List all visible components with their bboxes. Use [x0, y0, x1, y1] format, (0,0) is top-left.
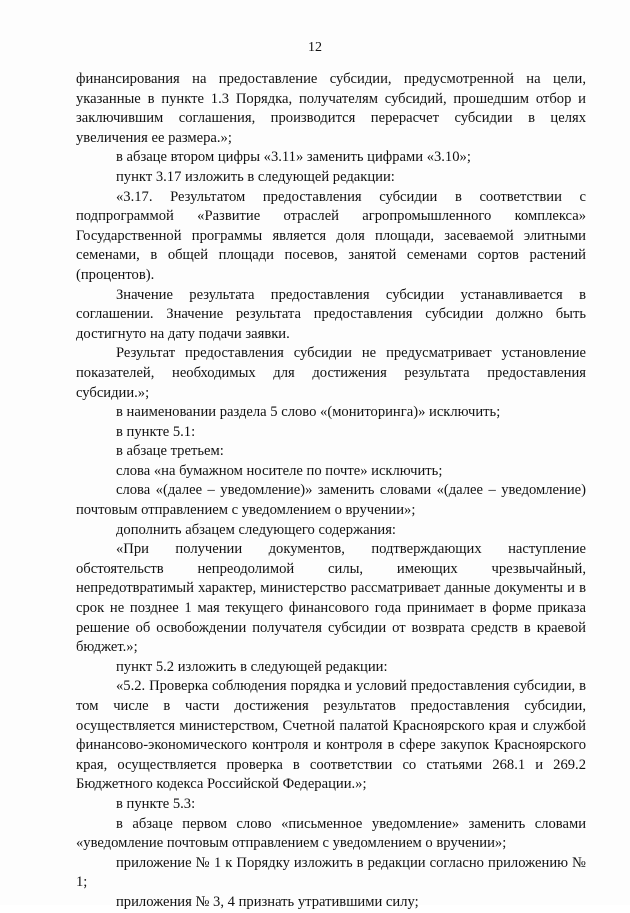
page-number: 12: [308, 40, 322, 55]
paragraph: «При получении документов, подтверждающих наступление обстоятельств непреодолимой силы, имеющих чрезвычайный, непредотвратимый характер, министерство рассматривает данные документы и в срок не позднее 1 мая текущего финансового года принимает в форме приказа решение об освобождении получателя субсидии от возврата средств в краевой бюджет.»;: [76, 541, 586, 656]
document-body: [76, 70, 586, 913]
paragraph: в пункте 5.1:: [116, 423, 196, 440]
paragraph: дополнить абзацем следующего содержания:: [116, 521, 396, 538]
paragraph: Результат предоставления субсидии не предусматривает установление показателей, необходимых для достижения результата предоставления субсидии.»;: [76, 345, 586, 401]
paragraph: финансирования на предоставление субсидии, предусмотренной на цели, указанные в пункте 1.3 Порядка, получателям субсидий, прошедшим отбор и заключившим соглашения, производится перерасчет субсидии в целях увеличения ее размера.»;: [76, 71, 586, 146]
paragraph: приложения № 3, 4 признать утратившими силу;: [116, 893, 419, 910]
paragraph: в абзаце третьем:: [116, 443, 224, 460]
paragraph: «5.2. Проверка соблюдения порядка и условий предоставления субсидии, в том числе в части достижения результатов предоставления субсидии, осуществляется министерством, Счетной палатой Красноярского края и службой финансово-экономического контроля и контроля в сфере закупок Красноярского края, осуществляется проверка в соответствии со статьями 268.1 и 269.2 Бюджетного кодекса Российской Федерации.»;: [76, 678, 586, 793]
paragraph: в наименовании раздела 5 слово «(мониторинга)» исключить;: [116, 404, 501, 421]
paragraph: приложение № 1 к Порядку изложить в редакции согласно приложению № 1;: [76, 854, 586, 891]
paragraph: пункт 5.2 изложить в следующей редакции:: [116, 658, 388, 675]
paragraph: «3.17. Результатом предоставления субсидии в соответствии с подпрограммой «Развитие отраслей агропромышленного комплекса» Государственной программы является доля площади, засеваемой элитными семенами, в общей площади посевов, занятой семенами сортов растений (процентов).: [76, 188, 586, 283]
paragraph: в абзаце втором цифры «3.11» заменить цифрами «3.10»;: [116, 149, 471, 166]
paragraph: пункт 3.17 изложить в следующей редакции:: [116, 168, 395, 185]
paragraph: слова «на бумажном носителе по почте» исключить;: [116, 462, 443, 479]
paragraph: в пункте 5.3:: [116, 795, 196, 812]
paragraph: слова «(далее – уведомление)» заменить словами «(далее – уведомление) почтовым отправлением с уведомлением о вручении»;: [76, 482, 586, 519]
paragraph: Значение результата предоставления субсидии устанавливается в соглашении. Значение результата предоставления субсидии должно быть достигнуто на дату подачи заявки.: [76, 286, 586, 342]
paragraph: в абзаце первом слово «письменное уведомление» заменить словами «уведомление почтовым отправлением с уведомлением о вручении»;: [76, 815, 586, 852]
